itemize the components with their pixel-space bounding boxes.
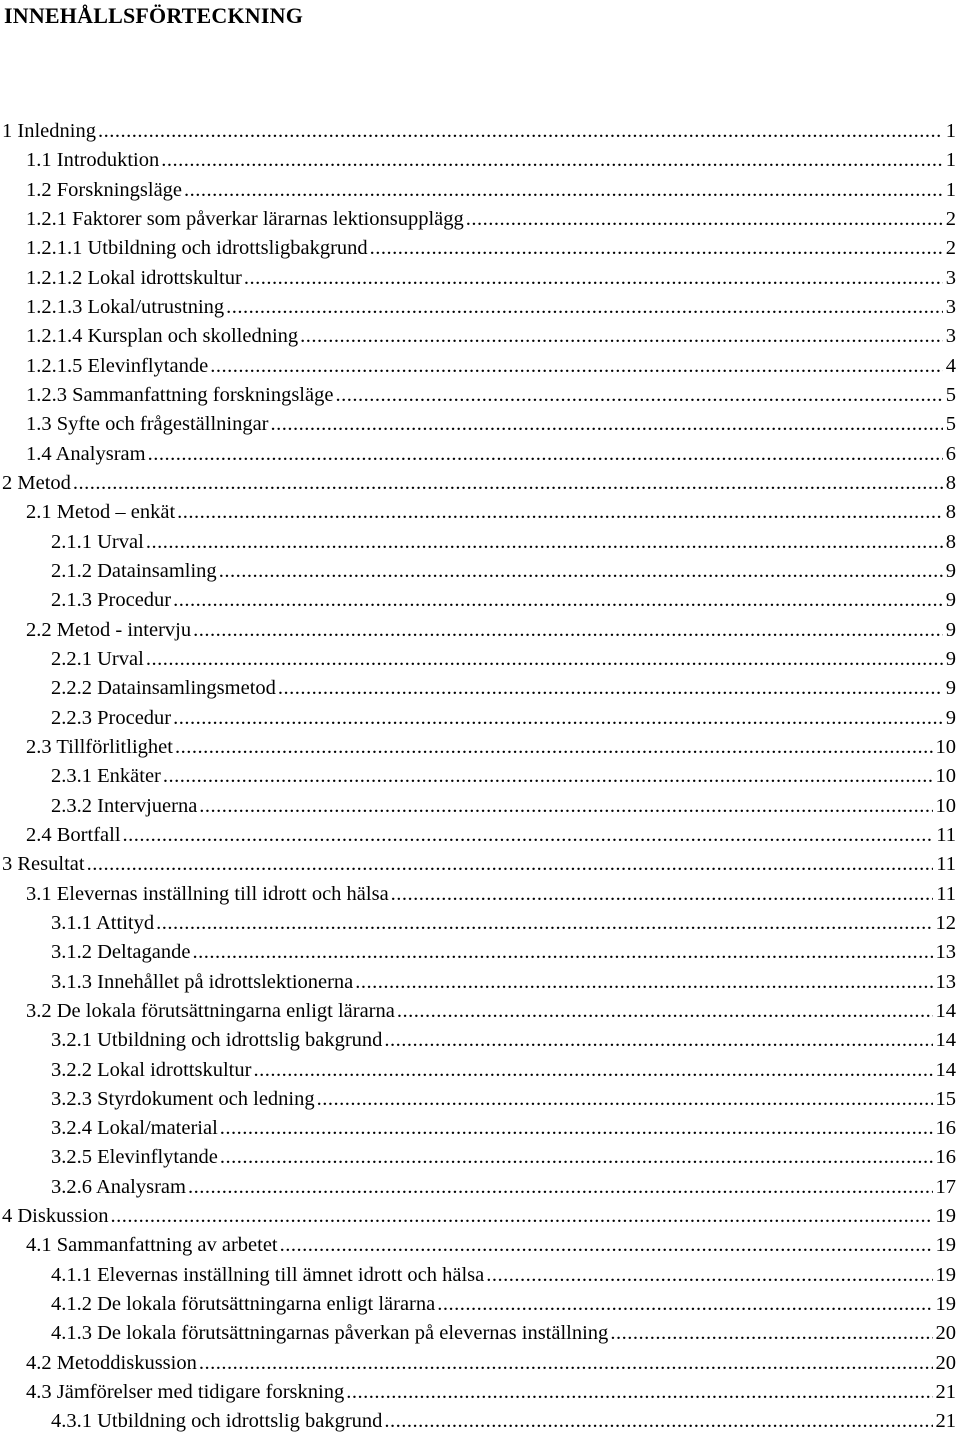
toc-entry[interactable] bbox=[0, 880, 960, 909]
toc-entry[interactable] bbox=[0, 968, 960, 997]
dot-leader bbox=[437, 1290, 932, 1319]
toc-entry-label: 3.2 De lokala förutsättningarna enligt lärarna bbox=[26, 999, 395, 1022]
toc-entry[interactable] bbox=[0, 322, 960, 351]
toc-entry-page-number: 9 bbox=[945, 618, 956, 641]
toc-entry-label: 4.3 Jämförelser med tidigare forskning bbox=[26, 1381, 345, 1404]
toc-entry-page-number: 15 bbox=[935, 1087, 956, 1110]
toc-entry-page-number: 1 bbox=[945, 149, 956, 172]
dot-leader bbox=[156, 909, 932, 938]
toc-entry-page-number: 14 bbox=[935, 1029, 956, 1052]
toc-entry[interactable] bbox=[0, 1231, 960, 1260]
dot-leader bbox=[278, 674, 943, 703]
toc-entry-page-number: 20 bbox=[935, 1322, 956, 1345]
toc-entry-page-number: 21 bbox=[935, 1410, 956, 1433]
dot-leader bbox=[244, 264, 943, 293]
toc-entry-label: 4.1.1 Elevernas inställning till ämnet idrott och hälsa bbox=[51, 1263, 485, 1286]
toc-entry[interactable] bbox=[0, 1261, 960, 1290]
dot-leader bbox=[220, 1114, 933, 1143]
dot-leader bbox=[173, 586, 943, 615]
toc-entry[interactable] bbox=[0, 1349, 960, 1378]
toc-entry[interactable] bbox=[0, 117, 960, 146]
toc-entry[interactable] bbox=[0, 1173, 960, 1202]
dot-leader bbox=[177, 498, 943, 527]
toc-entry[interactable] bbox=[0, 645, 960, 674]
toc-entry[interactable] bbox=[0, 498, 960, 527]
toc-entry-label: 4.1.2 De lokala förutsättningarna enligt lärarna bbox=[51, 1293, 436, 1316]
toc-entry-label: 4.1.3 De lokala förutsättningarnas påverkan på elevernas inställning bbox=[51, 1322, 609, 1345]
toc-entry-page-number: 11 bbox=[936, 853, 956, 876]
toc-entry-page-number: 3 bbox=[945, 325, 956, 348]
dot-leader bbox=[280, 1231, 933, 1260]
toc-entry[interactable] bbox=[0, 264, 960, 293]
toc-entry[interactable] bbox=[0, 1056, 960, 1085]
dot-leader bbox=[184, 176, 943, 205]
toc-entry[interactable] bbox=[0, 528, 960, 557]
toc-entry-page-number: 4 bbox=[945, 354, 956, 377]
dot-leader bbox=[300, 322, 943, 351]
toc-entry-page-number: 2 bbox=[945, 237, 956, 260]
toc-entry-page-number: 9 bbox=[945, 647, 956, 670]
toc-entry-page-number: 19 bbox=[935, 1293, 956, 1316]
dot-leader bbox=[111, 1202, 933, 1231]
toc-entry-label: 4 Diskussion bbox=[2, 1205, 109, 1228]
toc-entry[interactable] bbox=[0, 1085, 960, 1114]
toc-entry-page-number: 14 bbox=[935, 1058, 956, 1081]
toc-entry-label: 2.2.1 Urval bbox=[51, 647, 144, 670]
toc-entry-label: 3.2.6 Analysram bbox=[51, 1175, 186, 1198]
dot-leader bbox=[271, 410, 943, 439]
toc-entry-page-number: 11 bbox=[936, 882, 956, 905]
toc-entry-label: 2.1 Metod – enkät bbox=[26, 501, 176, 524]
toc-entry[interactable] bbox=[0, 1407, 960, 1436]
toc-entry-label: 3.1.2 Deltagande bbox=[51, 941, 191, 964]
toc-entry[interactable] bbox=[0, 997, 960, 1026]
toc-entry-label: 3.2.5 Elevinflytande bbox=[51, 1146, 218, 1169]
toc-entry-label: 1.2.1.3 Lokal/utrustning bbox=[26, 295, 225, 318]
toc-entry-page-number: 5 bbox=[945, 413, 956, 436]
toc-entry-label: 1.2.3 Sammanfattning forskningsläge bbox=[26, 383, 334, 406]
dot-leader bbox=[210, 352, 943, 381]
dot-leader bbox=[161, 146, 943, 175]
toc-entry-page-number: 9 bbox=[945, 559, 956, 582]
toc-entry[interactable] bbox=[0, 1114, 960, 1143]
toc-entry-label: 2.3 Tillförlitlighet bbox=[26, 735, 173, 758]
toc-entry[interactable] bbox=[0, 146, 960, 175]
toc-entry-page-number: 10 bbox=[935, 794, 956, 817]
toc-entry-label: 1.4 Analysram bbox=[26, 442, 146, 465]
dot-leader bbox=[199, 1349, 933, 1378]
toc-entry[interactable] bbox=[0, 674, 960, 703]
toc-entry-label: 1.2 Forskningsläge bbox=[26, 178, 183, 201]
toc-entry-page-number: 5 bbox=[945, 383, 956, 406]
toc-entry-page-number: 1 bbox=[945, 120, 956, 142]
toc-entry[interactable] bbox=[0, 1026, 960, 1055]
toc-entry-label: 3.2.2 Lokal idrottskultur bbox=[51, 1058, 252, 1081]
toc-entry-label: 3.1 Elevernas inställning till idrott och hälsa bbox=[26, 882, 389, 905]
dot-leader bbox=[146, 528, 943, 557]
toc-entry-page-number: 19 bbox=[935, 1263, 956, 1286]
toc-entry[interactable] bbox=[0, 1319, 960, 1348]
dot-leader bbox=[199, 792, 932, 821]
toc-entry-label: 1.2.1 Faktorer som påverkar lärarnas lektionsupplägg bbox=[26, 207, 464, 230]
toc-entry-label: 3.2.3 Styrdokument och ledning bbox=[51, 1087, 315, 1110]
toc-entry-label: 1 Inledning bbox=[2, 120, 96, 142]
dot-leader bbox=[146, 645, 943, 674]
dot-leader bbox=[391, 880, 934, 909]
toc-entry-page-number: 9 bbox=[945, 677, 956, 700]
dot-leader bbox=[73, 469, 943, 498]
dot-leader bbox=[384, 1026, 932, 1055]
toc-entry[interactable] bbox=[0, 381, 960, 410]
dot-leader bbox=[397, 997, 933, 1026]
toc-entry[interactable] bbox=[0, 234, 960, 263]
dot-leader bbox=[346, 1378, 932, 1407]
toc-entry[interactable] bbox=[0, 1143, 960, 1172]
toc-entry-page-number: 19 bbox=[935, 1205, 956, 1228]
toc-entry-label: 2.4 Bortfall bbox=[26, 823, 121, 846]
toc-entry-page-number: 6 bbox=[945, 442, 956, 465]
toc-entry-page-number: 13 bbox=[935, 941, 956, 964]
dot-leader bbox=[317, 1085, 933, 1114]
toc-entry[interactable] bbox=[0, 1290, 960, 1319]
dot-leader bbox=[87, 850, 934, 879]
toc-entry[interactable] bbox=[0, 440, 960, 469]
toc-entry-page-number: 9 bbox=[945, 706, 956, 729]
toc-entry-label: 2.2 Metod - intervju bbox=[26, 618, 192, 641]
toc-entry-label: 1.3 Syfte och frågeställningar bbox=[26, 413, 269, 436]
toc-entry-page-number: 11 bbox=[936, 823, 956, 846]
dot-leader bbox=[335, 381, 942, 410]
toc-entry-page-number: 3 bbox=[945, 295, 956, 318]
toc-entry-label: 2.3.2 Intervjuerna bbox=[51, 794, 198, 817]
toc-entry-page-number: 10 bbox=[935, 735, 956, 758]
toc-entry-label: 3.2.1 Utbildning och idrottslig bakgrund bbox=[51, 1029, 383, 1052]
toc-entry[interactable] bbox=[0, 704, 960, 733]
toc-entry-page-number: 10 bbox=[935, 765, 956, 788]
toc-entry-label: 1.2.1.5 Elevinflytande bbox=[26, 354, 209, 377]
dot-leader bbox=[486, 1261, 932, 1290]
toc-title: INNEHÅLLSFÖRTECKNING bbox=[4, 3, 304, 28]
toc-entry[interactable] bbox=[0, 850, 960, 879]
dot-leader bbox=[466, 205, 943, 234]
toc-entry-page-number: 13 bbox=[935, 970, 956, 993]
toc-entry[interactable] bbox=[0, 821, 960, 850]
toc-entry-page-number: 8 bbox=[945, 501, 956, 524]
toc-entry-page-number: 17 bbox=[935, 1175, 956, 1198]
dot-leader bbox=[148, 440, 943, 469]
toc-entry-label: 2.1.2 Datainsamling bbox=[51, 559, 217, 582]
toc-entry[interactable] bbox=[0, 1202, 960, 1231]
dot-leader bbox=[123, 821, 934, 850]
table-of-contents bbox=[0, 117, 960, 1437]
toc-entry-page-number: 8 bbox=[945, 471, 956, 494]
toc-entry[interactable] bbox=[0, 792, 960, 821]
toc-entry-label: 1.2.1.1 Utbildning och idrottsligbakgrund bbox=[26, 237, 368, 260]
dot-leader bbox=[610, 1319, 932, 1348]
toc-entry-page-number: 14 bbox=[935, 999, 956, 1022]
toc-entry-label: 3.2.4 Lokal/material bbox=[51, 1117, 218, 1140]
toc-entry-label: 4.3.1 Utbildning och idrottslig bakgrund bbox=[51, 1410, 383, 1433]
dot-leader bbox=[193, 616, 943, 645]
toc-entry-page-number: 16 bbox=[935, 1146, 956, 1169]
toc-entry-page-number: 16 bbox=[935, 1117, 956, 1140]
dot-leader bbox=[370, 234, 943, 263]
toc-entry[interactable] bbox=[0, 616, 960, 645]
dot-leader bbox=[163, 762, 933, 791]
dot-leader bbox=[192, 938, 932, 967]
toc-entry-label: 3.1.3 Innehållet på idrottslektionerna bbox=[51, 970, 354, 993]
toc-entry-page-number: 12 bbox=[935, 911, 956, 934]
toc-entry-page-number: 3 bbox=[945, 266, 956, 289]
toc-entry-page-number: 19 bbox=[935, 1234, 956, 1257]
toc-entry-label: 3.1.1 Attityd bbox=[51, 911, 155, 934]
toc-entry-label: 4.1 Sammanfattning av arbetet bbox=[26, 1234, 278, 1257]
toc-entry-label: 2.2.2 Datainsamlingsmetod bbox=[51, 677, 276, 700]
toc-entry-label: 2.1.3 Procedur bbox=[51, 589, 172, 612]
toc-entry-page-number: 1 bbox=[945, 178, 956, 201]
toc-entry[interactable] bbox=[0, 176, 960, 205]
toc-entry[interactable] bbox=[0, 469, 960, 498]
toc-entry[interactable] bbox=[0, 205, 960, 234]
toc-entry[interactable] bbox=[0, 1378, 960, 1407]
toc-entry[interactable] bbox=[0, 938, 960, 967]
toc-entry[interactable] bbox=[0, 557, 960, 586]
toc-entry[interactable] bbox=[0, 762, 960, 791]
toc-entry[interactable] bbox=[0, 352, 960, 381]
toc-entry[interactable] bbox=[0, 410, 960, 439]
toc-entry-label: 4.2 Metoddiskussion bbox=[26, 1351, 197, 1374]
toc-entry-page-number: 8 bbox=[945, 530, 956, 553]
dot-leader bbox=[173, 704, 943, 733]
dot-leader bbox=[98, 117, 943, 146]
toc-entry-page-number: 9 bbox=[945, 589, 956, 612]
toc-entry-label: 1.1 Introduktion bbox=[26, 149, 160, 172]
toc-entry-label: 3 Resultat bbox=[2, 853, 85, 876]
dot-leader bbox=[175, 733, 933, 762]
toc-entry-page-number: 20 bbox=[935, 1351, 956, 1374]
toc-entry[interactable] bbox=[0, 586, 960, 615]
toc-entry[interactable] bbox=[0, 909, 960, 938]
toc-entry-label: 2 Metod bbox=[2, 471, 71, 494]
dot-leader bbox=[384, 1407, 932, 1436]
toc-entry-page-number: 2 bbox=[945, 207, 956, 230]
toc-entry-label: 2.2.3 Procedur bbox=[51, 706, 172, 729]
dot-leader bbox=[253, 1056, 932, 1085]
dot-leader bbox=[226, 293, 943, 322]
toc-entry-label: 1.2.1.2 Lokal idrottskultur bbox=[26, 266, 242, 289]
toc-entry-label: 2.1.1 Urval bbox=[51, 530, 144, 553]
toc-entry[interactable] bbox=[0, 733, 960, 762]
toc-entry-page-number: 21 bbox=[935, 1381, 956, 1404]
toc-entry-label: 2.3.1 Enkäter bbox=[51, 765, 161, 788]
toc-entry[interactable] bbox=[0, 293, 960, 322]
toc-entry-label: 1.2.1.4 Kursplan och skolledning bbox=[26, 325, 299, 348]
dot-leader bbox=[220, 1143, 933, 1172]
dot-leader bbox=[188, 1173, 933, 1202]
dot-leader bbox=[355, 968, 932, 997]
dot-leader bbox=[219, 557, 943, 586]
